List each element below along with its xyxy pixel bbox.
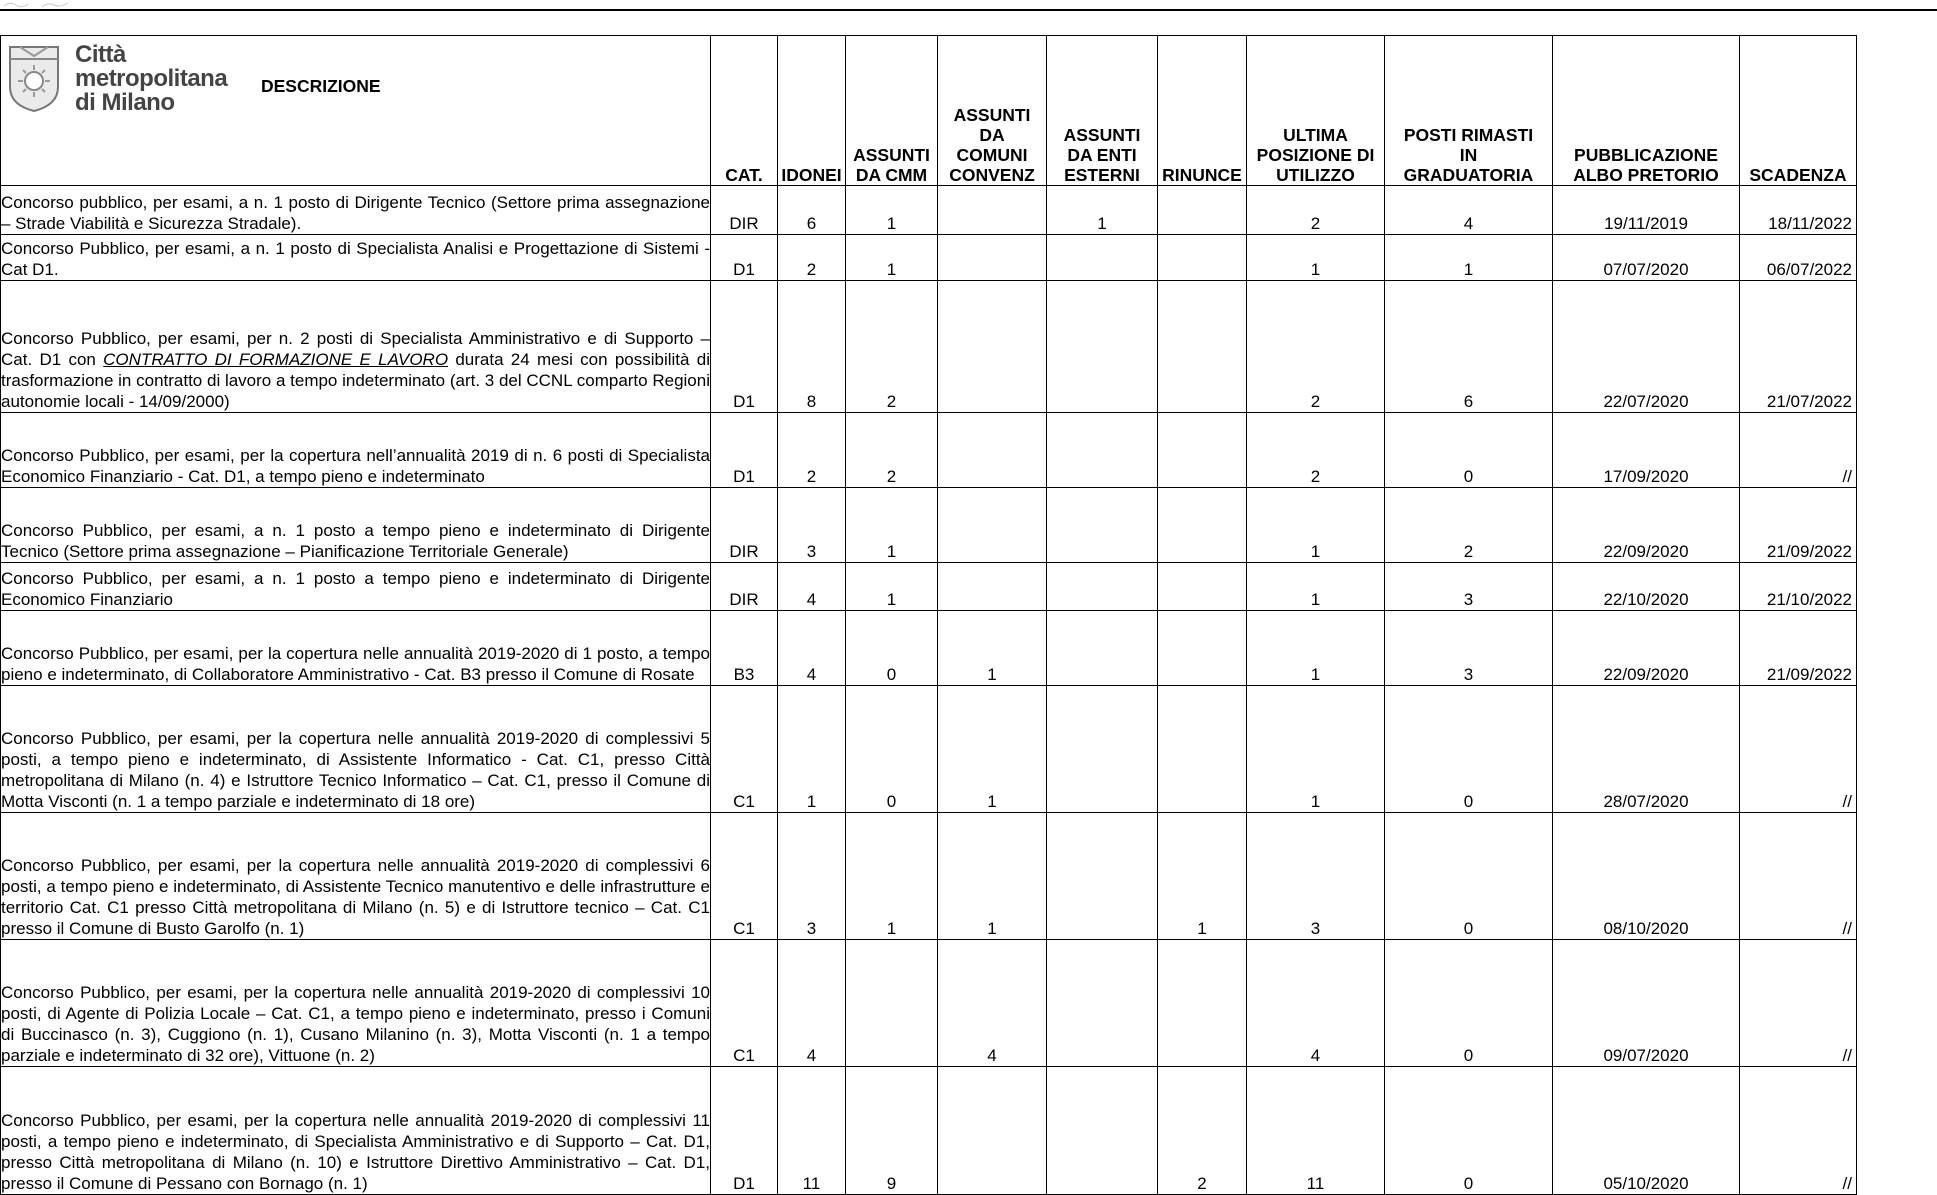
- cell-posti-rimasti: 2: [1385, 488, 1553, 563]
- city-emblem-icon: [7, 43, 61, 113]
- row-description: Concorso Pubblico, per esami, per la copertura nelle annualità 2019-2020 di 1 posto, a tempo pieno e indeterminato, di Collaboratore Amministrativo - Cat. B3 presso il Comune di Rosate: [1, 611, 711, 686]
- cell-assunti-enti: 1: [1047, 186, 1158, 235]
- cell-posti-rimasti: 0: [1385, 413, 1553, 488]
- cell-assunti-enti: [1047, 813, 1158, 940]
- header-descrizione: [1, 36, 711, 186]
- cell-cat: C1: [711, 940, 778, 1067]
- cell-assunti-enti: [1047, 611, 1158, 686]
- cell-idonei: 3: [778, 813, 846, 940]
- cell-idonei: 6: [778, 186, 846, 235]
- cell-scadenza: //: [1740, 686, 1857, 813]
- cell-cat: D1: [711, 281, 778, 413]
- table-row: [1, 813, 1857, 940]
- cell-assunti-enti: [1047, 235, 1158, 281]
- cell-posti-rimasti: 4: [1385, 186, 1553, 235]
- cell-ultima-posizione: 2: [1247, 186, 1385, 235]
- cell-scadenza: 06/07/2022: [1740, 235, 1857, 281]
- cell-idonei: 4: [778, 611, 846, 686]
- cell-pubblicazione: 07/07/2020: [1553, 235, 1740, 281]
- cell-assunti-cmm: 9: [846, 1067, 938, 1195]
- cell-ultima-posizione: 4: [1247, 940, 1385, 1067]
- cell-idonei: 2: [778, 413, 846, 488]
- cell-assunti-comuni: 1: [938, 611, 1047, 686]
- row-description: Concorso Pubblico, per esami, per n. 2 posti di Specialista Amministrativo e di Supporto – Cat. D1 con CONTRATTO DI FORMAZIONE E LAVORO durata 24 mesi con possibilità di trasformazione in contratto di lavoro a tempo indeterminato (art. 3 del CCNL comparto Regioni autonomie locali - 14/09/2000): [1, 281, 711, 413]
- cell-ultima-posizione: 3: [1247, 813, 1385, 940]
- cell-idonei: 3: [778, 488, 846, 563]
- cell-assunti-comuni: [938, 563, 1047, 611]
- cell-cat: D1: [711, 413, 778, 488]
- cell-assunti-comuni: [938, 281, 1047, 413]
- cell-posti-rimasti: 0: [1385, 686, 1553, 813]
- cell-cat: C1: [711, 813, 778, 940]
- cell-rinunce: 1: [1158, 813, 1247, 940]
- cell-assunti-comuni: [938, 488, 1047, 563]
- row-description: Concorso Pubblico, per esami, per la copertura nelle annualità 2019-2020 di complessivi 10 posti, di Agente di Polizia Locale – Cat. C1, a tempo pieno e indeterminato, presso i Comuni di Buccinasco (n. 3), Cuggiono (n. 1), Cusano Milanino (n. 3), Motta Visconti (n. 1 a tempo parziale e indeterminato di 32 ore), Vittuone (n. 2): [1, 940, 711, 1067]
- cell-posti-rimasti: 3: [1385, 611, 1553, 686]
- contract-type-emphasis: CONTRATTO DI FORMAZIONE E LAVORO: [103, 350, 449, 369]
- cell-assunti-comuni: [938, 1067, 1047, 1195]
- cell-scadenza: //: [1740, 413, 1857, 488]
- cell-posti-rimasti: 0: [1385, 1067, 1553, 1195]
- cell-pubblicazione: 05/10/2020: [1553, 1067, 1740, 1195]
- cell-assunti-comuni: 1: [938, 686, 1047, 813]
- row-description: Concorso Pubblico, per esami, per la copertura nelle annualità 2019-2020 di complessivi 6 posti, a tempo pieno e indeterminato, di Assistente Tecnico manutentivo e delle infrastrutture e territorio Cat. C1 presso Città metropolitana di Milano (n. 5) e di Istruttore tecnico – Cat. C1 presso il Comune di Busto Garolfo (n. 1): [1, 813, 711, 940]
- cell-posti-rimasti: 1: [1385, 235, 1553, 281]
- row-description: Concorso pubblico, per esami, a n. 1 posto di Dirigente Tecnico (Settore prima assegnazione – Strade Viabilità e Sicurezza Stradale).: [1, 186, 711, 235]
- cell-assunti-cmm: 0: [846, 611, 938, 686]
- header-rinunce: RINUNCE: [1158, 36, 1247, 186]
- cell-rinunce: [1158, 940, 1247, 1067]
- cell-ultima-posizione: 1: [1247, 235, 1385, 281]
- row-description: Concorso Pubblico, per esami, a n. 1 posto di Specialista Analisi e Progettazione di Sistemi - Cat D1.: [1, 235, 711, 281]
- cell-assunti-cmm: 1: [846, 563, 938, 611]
- cell-rinunce: [1158, 611, 1247, 686]
- row-description: Concorso Pubblico, per esami, per la copertura nelle annualità 2019-2020 di complessivi 5 posti, a tempo pieno e indeterminato, di Assistente Informatico - Cat. C1, presso Città metropolitana di Milano (n. 4) e Istruttore Tecnico Informatico – Cat. C1, presso il Comune di Motta Visconti (n. 1 a tempo parziale e indeterminato di 18 ore): [1, 686, 711, 813]
- cell-assunti-cmm: 2: [846, 281, 938, 413]
- cell-assunti-comuni: [938, 186, 1047, 235]
- cell-rinunce: [1158, 413, 1247, 488]
- cell-idonei: 11: [778, 1067, 846, 1195]
- cell-scadenza: //: [1740, 813, 1857, 940]
- cell-assunti-enti: [1047, 686, 1158, 813]
- cell-assunti-cmm: 1: [846, 186, 938, 235]
- cell-ultima-posizione: 1: [1247, 488, 1385, 563]
- cell-rinunce: 2: [1158, 1067, 1247, 1195]
- logo: [7, 43, 227, 115]
- cell-assunti-enti: [1047, 940, 1158, 1067]
- cell-idonei: 2: [778, 235, 846, 281]
- top-rule: [0, 9, 1937, 11]
- table-row: [1, 488, 1857, 563]
- table-row: [1, 1067, 1857, 1195]
- scan-artifact: [2, 0, 82, 9]
- cell-pubblicazione: 22/09/2020: [1553, 488, 1740, 563]
- cell-rinunce: [1158, 686, 1247, 813]
- cell-assunti-cmm: 1: [846, 235, 938, 281]
- header-scadenza: SCADENZA: [1740, 36, 1857, 186]
- cell-rinunce: [1158, 488, 1247, 563]
- table-row: [1, 686, 1857, 813]
- table-row: [1, 235, 1857, 281]
- cell-assunti-comuni: [938, 235, 1047, 281]
- table-row: [1, 611, 1857, 686]
- cell-rinunce: [1158, 281, 1247, 413]
- cell-pubblicazione: 22/09/2020: [1553, 611, 1740, 686]
- cell-assunti-enti: [1047, 281, 1158, 413]
- row-description: Concorso Pubblico, per esami, a n. 1 posto a tempo pieno e indeterminato di Dirigente Tecnico (Settore prima assegnazione – Pianificazione Territoriale Generale): [1, 488, 711, 563]
- cell-assunti-comuni: 1: [938, 813, 1047, 940]
- cell-scadenza: 21/09/2022: [1740, 611, 1857, 686]
- cell-assunti-enti: [1047, 563, 1158, 611]
- header-descrizione-label: DESCRIZIONE: [261, 76, 381, 96]
- cell-assunti-comuni: [938, 413, 1047, 488]
- row-description: Concorso Pubblico, per esami, per la copertura nelle annualità 2019-2020 di complessivi 11 posti, a tempo pieno e indeterminato, di Specialista Amministrativo e di Supporto – Cat. D1, presso Città metropolitana di Milano (n. 10) e Istruttore Direttivo Amministrativo – Cat. D1, presso il Comune di Pessano con Bornago (n. 1): [1, 1067, 711, 1195]
- cell-scadenza: //: [1740, 1067, 1857, 1195]
- cell-pubblicazione: 28/07/2020: [1553, 686, 1740, 813]
- cell-ultima-posizione: 1: [1247, 611, 1385, 686]
- table-row: [1, 940, 1857, 1067]
- cell-posti-rimasti: 0: [1385, 940, 1553, 1067]
- header-posti-rimasti: POSTI RIMASTI IN GRADUATORIA: [1385, 36, 1553, 186]
- cell-scadenza: 21/09/2022: [1740, 488, 1857, 563]
- cell-cat: DIR: [711, 563, 778, 611]
- cell-idonei: 8: [778, 281, 846, 413]
- cell-scadenza: //: [1740, 940, 1857, 1067]
- cell-cat: B3: [711, 611, 778, 686]
- cell-assunti-comuni: 4: [938, 940, 1047, 1067]
- cell-pubblicazione: 22/10/2020: [1553, 563, 1740, 611]
- cell-assunti-enti: [1047, 413, 1158, 488]
- cell-rinunce: [1158, 563, 1247, 611]
- cell-pubblicazione: 08/10/2020: [1553, 813, 1740, 940]
- cell-pubblicazione: 09/07/2020: [1553, 940, 1740, 1067]
- cell-idonei: 1: [778, 686, 846, 813]
- cell-scadenza: 18/11/2022: [1740, 186, 1857, 235]
- cell-cat: D1: [711, 1067, 778, 1195]
- table-row: [1, 281, 1857, 413]
- cell-cat: C1: [711, 686, 778, 813]
- cell-assunti-cmm: [846, 940, 938, 1067]
- header-assunti-cmm: ASSUNTI DA CMM: [846, 36, 938, 186]
- cell-assunti-cmm: 2: [846, 413, 938, 488]
- cell-assunti-enti: [1047, 488, 1158, 563]
- cell-cat: DIR: [711, 186, 778, 235]
- cell-assunti-cmm: 1: [846, 488, 938, 563]
- cell-pubblicazione: 22/07/2020: [1553, 281, 1740, 413]
- header-cat: CAT.: [711, 36, 778, 186]
- cell-cat: DIR: [711, 488, 778, 563]
- header-assunti-enti: ASSUNTI DA ENTI ESTERNI: [1047, 36, 1158, 186]
- cell-pubblicazione: 17/09/2020: [1553, 413, 1740, 488]
- cell-pubblicazione: 19/11/2019: [1553, 186, 1740, 235]
- header-idonei: IDONEI: [778, 36, 846, 186]
- cell-ultima-posizione: 11: [1247, 1067, 1385, 1195]
- cell-posti-rimasti: 0: [1385, 813, 1553, 940]
- header-assunti-comuni: ASSUNTI DA COMUNI CONVENZ: [938, 36, 1047, 186]
- logo-name: Città metropolitana di Milano: [75, 41, 228, 116]
- graduatorie-table: [0, 35, 1857, 1195]
- cell-ultima-posizione: 1: [1247, 563, 1385, 611]
- header-pubblicazione: PUBBLICAZIONE ALBO PRETORIO: [1553, 36, 1740, 186]
- table-header-row: [1, 36, 1857, 186]
- cell-ultima-posizione: 2: [1247, 413, 1385, 488]
- cell-assunti-enti: [1047, 1067, 1158, 1195]
- cell-idonei: 4: [778, 940, 846, 1067]
- table-row: [1, 186, 1857, 235]
- table-row: [1, 563, 1857, 611]
- table-row: [1, 413, 1857, 488]
- cell-ultima-posizione: 1: [1247, 686, 1385, 813]
- header-ultima-posizione: ULTIMA POSIZIONE DI UTILIZZO: [1247, 36, 1385, 186]
- cell-rinunce: [1158, 235, 1247, 281]
- cell-cat: D1: [711, 235, 778, 281]
- row-description: Concorso Pubblico, per esami, per la copertura nell’annualità 2019 di n. 6 posti di Specialista Economico Finanziario - Cat. D1, a tempo pieno e indeterminato: [1, 413, 711, 488]
- cell-scadenza: 21/07/2022: [1740, 281, 1857, 413]
- cell-assunti-cmm: 0: [846, 686, 938, 813]
- cell-rinunce: [1158, 186, 1247, 235]
- cell-idonei: 4: [778, 563, 846, 611]
- cell-posti-rimasti: 3: [1385, 563, 1553, 611]
- row-description: Concorso Pubblico, per esami, a n. 1 posto a tempo pieno e indeterminato di Dirigente Economico Finanziario: [1, 563, 711, 611]
- cell-scadenza: 21/10/2022: [1740, 563, 1857, 611]
- cell-assunti-cmm: 1: [846, 813, 938, 940]
- cell-posti-rimasti: 6: [1385, 281, 1553, 413]
- cell-ultima-posizione: 2: [1247, 281, 1385, 413]
